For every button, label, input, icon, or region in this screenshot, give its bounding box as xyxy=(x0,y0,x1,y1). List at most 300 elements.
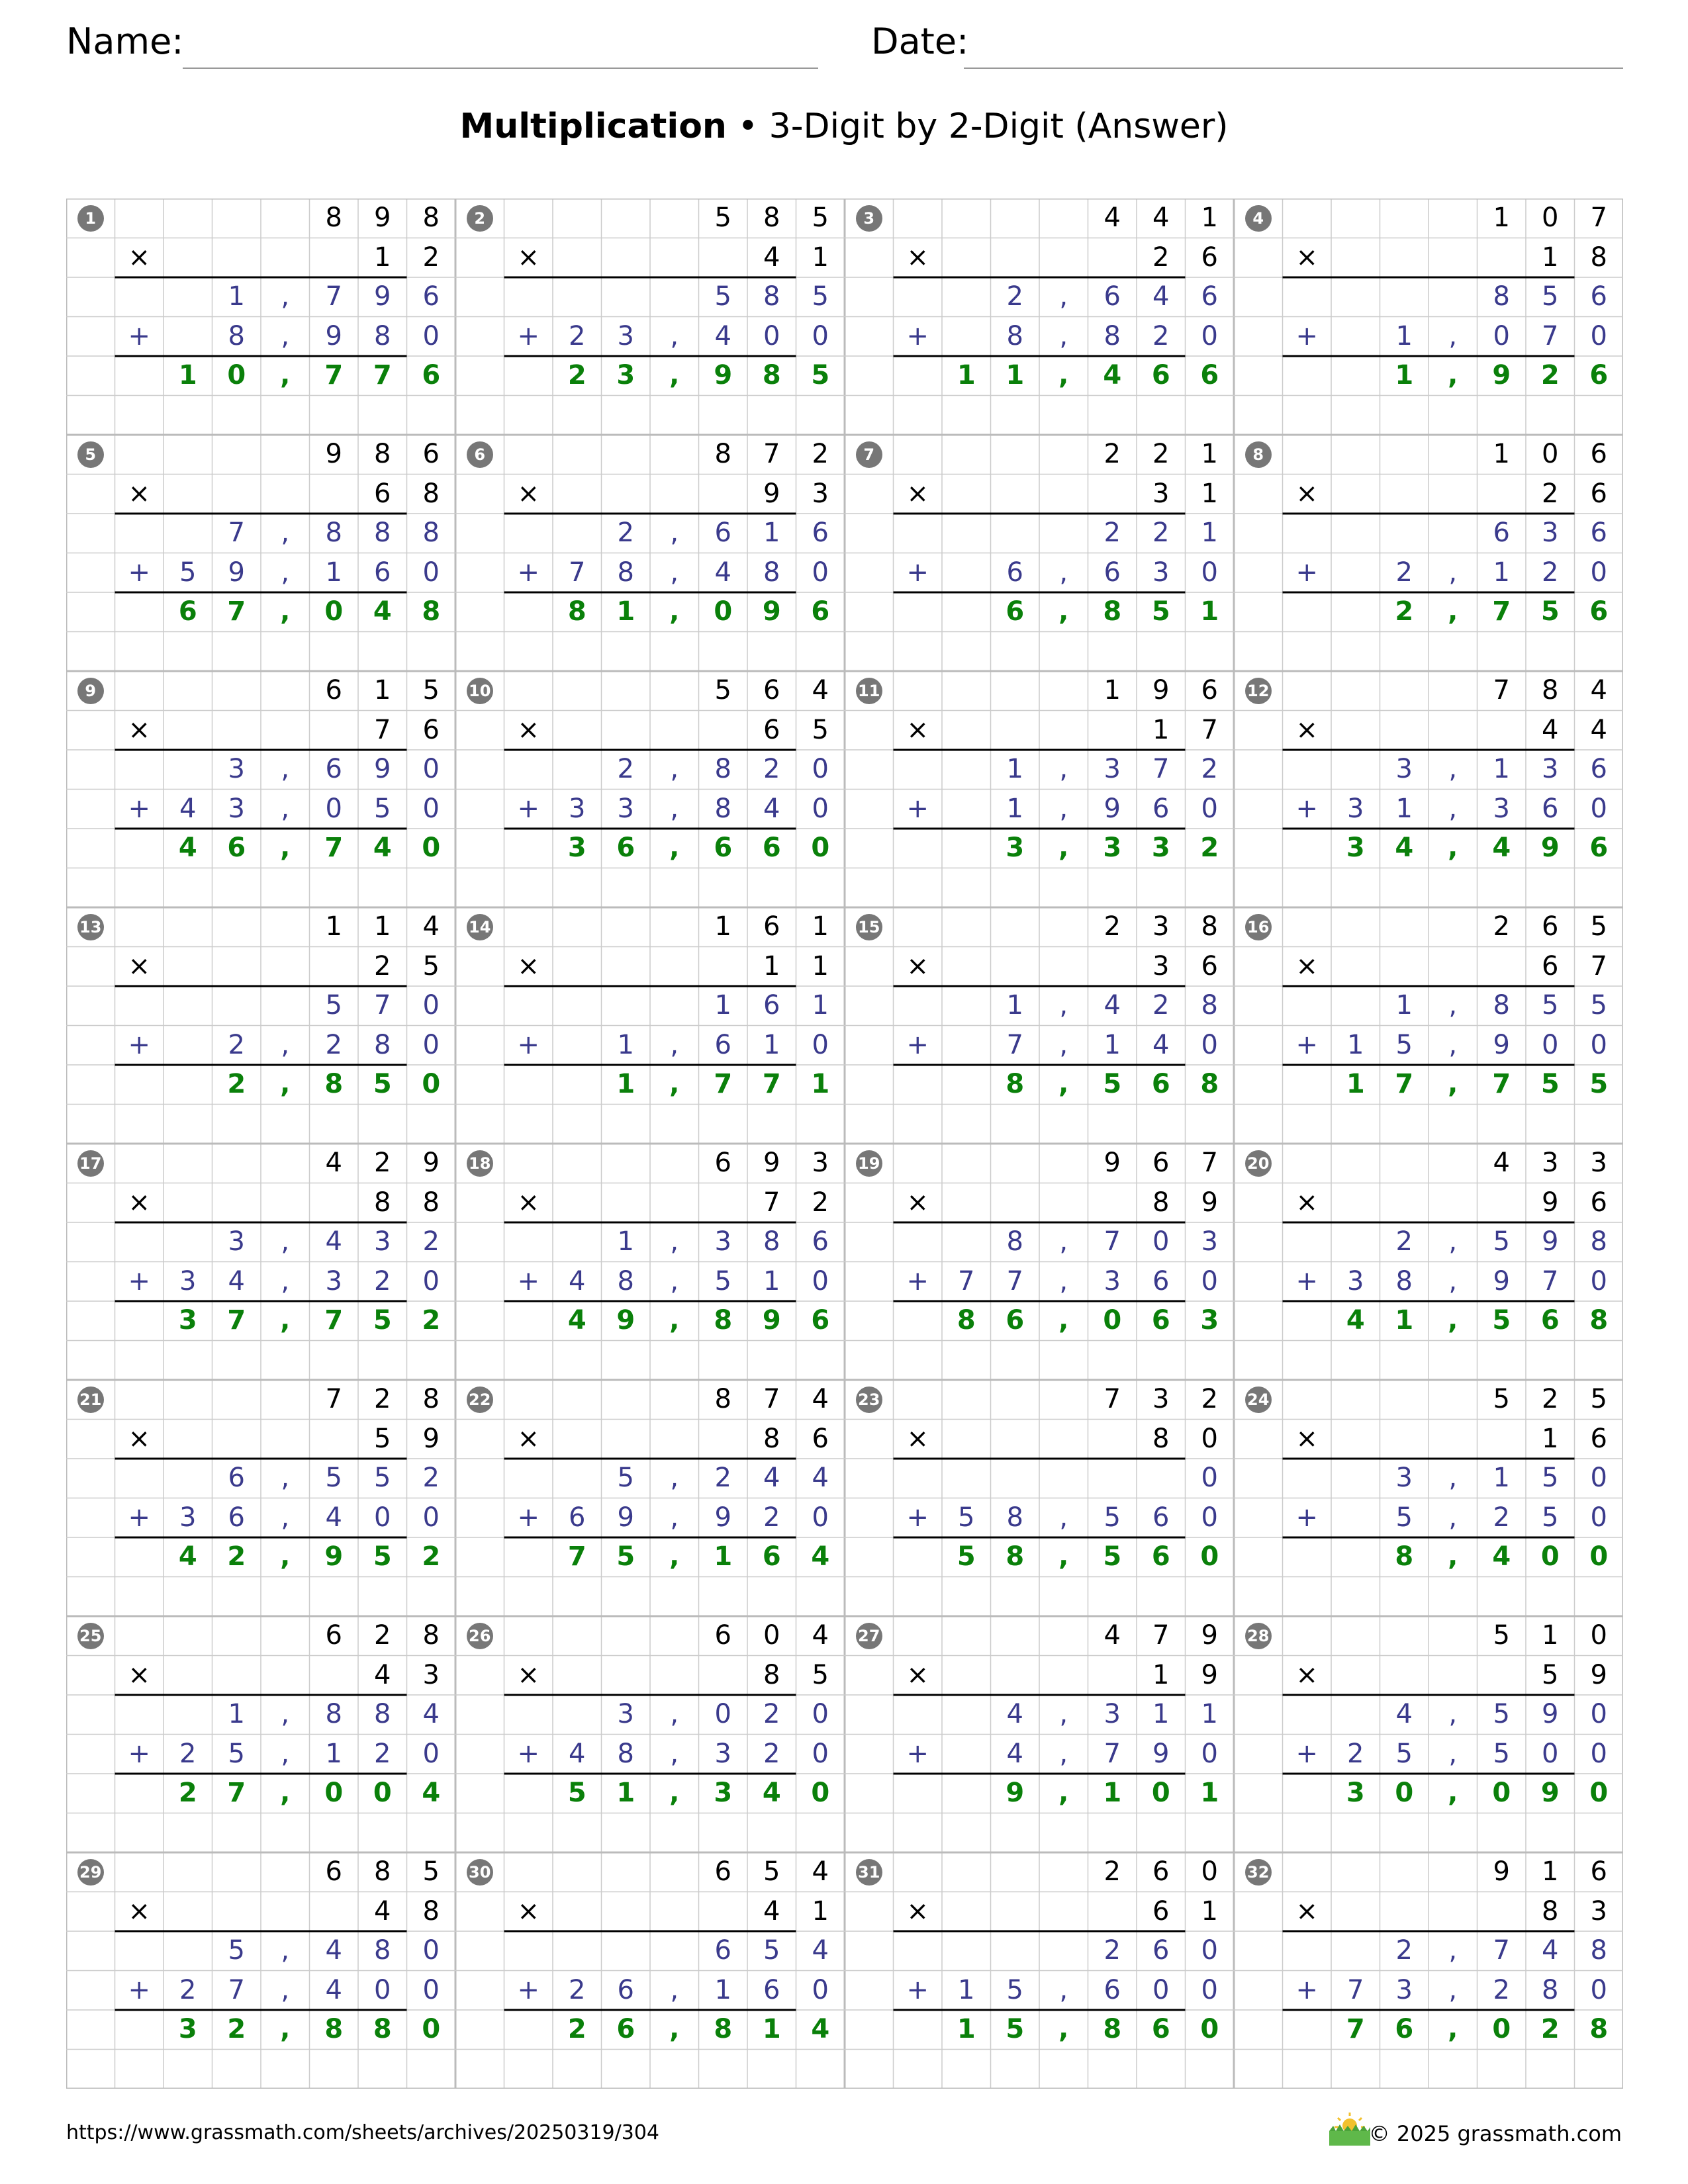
partial-product-digit: 1 xyxy=(325,1738,342,1769)
answer-digit: 5 xyxy=(616,1541,635,1572)
partial-product-digit: 4 xyxy=(569,1265,586,1297)
multiplicand-digit: 8 xyxy=(422,1620,440,1651)
partial-product-digit: 9 xyxy=(1103,793,1121,824)
multiplier-digit: 1 xyxy=(812,1895,829,1927)
answer-digit: 6 xyxy=(811,1305,830,1336)
answer-digit: 3 xyxy=(1103,833,1122,863)
partial-product-digit: , xyxy=(670,557,679,588)
partial-product-digit: 8 xyxy=(714,793,731,824)
partial-product-digit: , xyxy=(281,754,290,784)
problem-number-badge: 17 xyxy=(77,1150,104,1177)
answer-digit: 6 xyxy=(1540,1305,1560,1336)
partial-product-digit: , xyxy=(281,557,290,588)
multiplicand-digit: 8 xyxy=(422,203,440,233)
name-label: Name: xyxy=(66,21,184,62)
answer-digit: 7 xyxy=(227,596,246,627)
partial-product-digit: 2 xyxy=(569,320,586,351)
partial-product-digit: 6 xyxy=(1152,1265,1170,1297)
partial-product-digit: 7 xyxy=(1347,1974,1364,2005)
partial-product-digit: 7 xyxy=(228,518,245,548)
partial-product-digit: , xyxy=(670,793,679,824)
partial-product-digit: 6 xyxy=(714,1935,731,1966)
answer-digit: 7 xyxy=(1492,1069,1511,1099)
partial-product-digit: 8 xyxy=(325,518,342,548)
problem-number-badge: 13 xyxy=(77,914,104,940)
multiplicand-digit: 6 xyxy=(763,911,780,942)
partial-product-digit: 4 xyxy=(1006,1699,1023,1729)
multiplicand-digit: 5 xyxy=(714,675,731,705)
multiplicand-digit: 7 xyxy=(1152,1620,1170,1651)
multiplicand-digit: 5 xyxy=(422,675,440,705)
plus-sign: + xyxy=(1295,320,1318,351)
plus-sign: + xyxy=(906,1265,929,1297)
multiplicand-digit: 6 xyxy=(714,1856,731,1887)
partial-product-digit: 6 xyxy=(763,990,780,1021)
partial-product-digit: 8 xyxy=(1590,1935,1607,1966)
answer-digit: , xyxy=(669,360,680,390)
multiplicand-digit: 2 xyxy=(1103,1856,1121,1887)
partial-product-digit: 8 xyxy=(228,320,245,351)
multiplier-digit: 1 xyxy=(1542,1423,1559,1454)
times-sign: × xyxy=(906,478,929,509)
partial-product-digit: 6 xyxy=(1493,518,1510,548)
multiplicand-digit: 6 xyxy=(325,675,342,705)
partial-product-digit: 9 xyxy=(1542,1699,1559,1729)
partial-product-digit: 8 xyxy=(374,1029,391,1060)
answer-digit: 6 xyxy=(1589,833,1609,863)
partial-product-digit: 1 xyxy=(1395,320,1413,351)
partial-product-digit: 1 xyxy=(1493,557,1510,588)
partial-product-digit: 1 xyxy=(1395,793,1413,824)
answer-digit: 6 xyxy=(1006,596,1025,627)
multiplicand-digit: 8 xyxy=(763,203,780,233)
multiplier-digit: 6 xyxy=(422,714,440,745)
partial-product-digit: 2 xyxy=(179,1974,197,2005)
answer-digit: 4 xyxy=(1492,1541,1511,1572)
answer-digit: 3 xyxy=(616,360,635,390)
plus-sign: + xyxy=(1295,1738,1318,1769)
partial-product-digit: 6 xyxy=(1590,754,1607,784)
multiplicand-digit: 1 xyxy=(1201,203,1218,233)
times-sign: × xyxy=(128,242,150,273)
times-sign: × xyxy=(906,1895,929,1927)
multiplier-digit: 6 xyxy=(1201,242,1218,273)
partial-product-digit: 0 xyxy=(1590,1738,1607,1769)
answer-digit: 0 xyxy=(422,833,441,863)
partial-product-digit: 0 xyxy=(1590,1699,1607,1729)
name-field-line[interactable] xyxy=(183,68,818,69)
answer-digit: 4 xyxy=(1492,833,1511,863)
answer-digit: 0 xyxy=(422,2014,441,2044)
partial-product-digit: 0 xyxy=(422,1029,440,1060)
times-sign: × xyxy=(906,1187,929,1218)
partial-product-digit: 4 xyxy=(179,793,197,824)
problem-number-badge: 10 xyxy=(467,678,493,704)
partial-product-digit: , xyxy=(1448,1029,1458,1060)
multiplier-digit: 6 xyxy=(1590,1187,1607,1218)
times-sign: × xyxy=(517,478,539,509)
partial-product-digit: 6 xyxy=(1152,1502,1170,1533)
answer-digit: 0 xyxy=(1395,1778,1414,1808)
multiplier-digit: 4 xyxy=(1590,714,1607,745)
times-sign: × xyxy=(517,1187,539,1218)
partial-product-digit: 0 xyxy=(812,1502,829,1533)
answer-digit: 6 xyxy=(616,2014,635,2044)
partial-product-digit: 4 xyxy=(325,1502,342,1533)
partial-product-digit: 0 xyxy=(1201,1935,1218,1966)
answer-digit: 5 xyxy=(1492,1305,1511,1336)
problem-number-badge: 4 xyxy=(1245,205,1272,232)
answer-digit: 8 xyxy=(957,1305,976,1336)
partial-product-digit: 4 xyxy=(714,557,731,588)
answer-digit: 2 xyxy=(227,1069,246,1099)
partial-product-digit: 0 xyxy=(422,1265,440,1297)
problem-number-badge: 5 xyxy=(77,441,104,468)
partial-product-digit: 9 xyxy=(1152,1738,1170,1769)
partial-product-digit: , xyxy=(281,1226,290,1257)
multiplier-digit: 6 xyxy=(374,478,391,509)
partial-product-digit: 4 xyxy=(1152,281,1170,312)
partial-product-digit: 0 xyxy=(1201,1738,1218,1769)
problem-number-badge: 19 xyxy=(856,1150,882,1177)
partial-product-digit: 0 xyxy=(422,990,440,1021)
partial-product-digit: 0 xyxy=(1590,1029,1607,1060)
multiplier-digit: 8 xyxy=(1152,1423,1170,1454)
answer-digit: 5 xyxy=(373,1541,392,1572)
partial-product-digit: 4 xyxy=(714,320,731,351)
multiplicand-digit: 3 xyxy=(1542,1148,1559,1178)
partial-product-digit: 0 xyxy=(422,1974,440,2005)
partial-product-digit: 0 xyxy=(1201,1974,1218,2005)
partial-product-digit: 2 xyxy=(1347,1738,1364,1769)
times-sign: × xyxy=(517,950,539,981)
partial-product-digit: 6 xyxy=(617,1974,634,2005)
multiplier-digit: 1 xyxy=(1201,478,1218,509)
partial-product-digit: , xyxy=(281,320,290,351)
answer-digit: , xyxy=(1448,596,1458,627)
partial-product-digit: , xyxy=(670,754,679,784)
answer-digit: , xyxy=(669,1778,680,1808)
answer-digit: 8 xyxy=(762,360,781,390)
partial-product-digit: 0 xyxy=(422,1502,440,1533)
partial-product-digit: 9 xyxy=(1542,1226,1559,1257)
partial-product-digit: , xyxy=(1448,754,1458,784)
answer-digit: 3 xyxy=(178,1305,197,1336)
partial-product-digit: , xyxy=(1448,557,1458,588)
multiplicand-digit: 8 xyxy=(374,439,391,469)
answer-digit: 3 xyxy=(1151,833,1170,863)
answer-digit: 0 xyxy=(714,596,733,627)
partial-product-digit: 4 xyxy=(325,1974,342,2005)
multiplicand-digit: 6 xyxy=(1542,911,1559,942)
partial-product-digit: 2 xyxy=(1103,518,1121,548)
answer-digit: 1 xyxy=(714,1541,733,1572)
partial-product-digit: 3 xyxy=(228,793,245,824)
answer-digit: 9 xyxy=(616,1305,635,1336)
answer-digit: , xyxy=(1058,1305,1069,1336)
partial-product-digit: 6 xyxy=(1152,1935,1170,1966)
plus-sign: + xyxy=(1295,1502,1318,1533)
plus-sign: + xyxy=(906,1974,929,2005)
times-sign: × xyxy=(906,242,929,273)
date-field-line[interactable] xyxy=(964,68,1623,69)
times-sign: × xyxy=(1295,950,1318,981)
answer-digit: 3 xyxy=(1346,833,1365,863)
answer-digit: 6 xyxy=(762,1541,781,1572)
multiplier-digit: 9 xyxy=(1201,1187,1218,1218)
multiplicand-digit: 1 xyxy=(1493,439,1510,469)
answer-digit: , xyxy=(1448,360,1458,390)
answer-digit: 8 xyxy=(1589,2014,1609,2044)
answer-digit: 1 xyxy=(1346,1069,1365,1099)
partial-product-digit: 6 xyxy=(812,518,829,548)
partial-product-digit: 1 xyxy=(1201,1699,1218,1729)
partial-product-digit: 2 xyxy=(1395,1935,1413,1966)
answer-digit: 4 xyxy=(178,1541,197,1572)
answer-digit: , xyxy=(280,2014,291,2044)
multiplicand-digit: 9 xyxy=(1493,1856,1510,1887)
answer-digit: 5 xyxy=(1540,1069,1560,1099)
answer-digit: , xyxy=(280,1069,291,1099)
plus-sign: + xyxy=(128,1265,150,1297)
answer-digit: 2 xyxy=(1540,2014,1560,2044)
partial-product-digit: 5 xyxy=(179,557,197,588)
multiplier-digit: 6 xyxy=(812,1423,829,1454)
partial-product-digit: 8 xyxy=(617,1738,634,1769)
multiplier-digit: 5 xyxy=(812,1659,829,1690)
partial-product-digit: , xyxy=(1059,990,1068,1021)
problem-number-badge: 3 xyxy=(856,205,882,232)
partial-product-digit: 5 xyxy=(1590,990,1607,1021)
plus-sign: + xyxy=(128,1029,150,1060)
partial-product-digit: 0 xyxy=(422,1935,440,1966)
plus-sign: + xyxy=(517,320,539,351)
multiplier-digit: 2 xyxy=(1152,242,1170,273)
plus-sign: + xyxy=(128,557,150,588)
answer-digit: 5 xyxy=(1540,596,1560,627)
partial-product-digit: 3 xyxy=(1347,793,1364,824)
partial-product-digit: 3 xyxy=(1201,1226,1218,1257)
multiplier-digit: 6 xyxy=(763,714,780,745)
partial-product-digit: 8 xyxy=(374,320,391,351)
multiplier-digit: 6 xyxy=(1201,950,1218,981)
answer-digit: , xyxy=(1058,1778,1069,1808)
multiplier-digit: 2 xyxy=(422,242,440,273)
multiplier-digit: 8 xyxy=(422,1895,440,1927)
partial-product-digit: , xyxy=(1059,557,1068,588)
partial-product-digit: 8 xyxy=(763,557,780,588)
multiplicand-digit: 7 xyxy=(1493,675,1510,705)
partial-product-digit: 5 xyxy=(1493,1226,1510,1257)
answer-digit: 5 xyxy=(811,360,830,390)
multiplier-digit: 8 xyxy=(1542,1895,1559,1927)
partial-product-digit: 1 xyxy=(1201,518,1218,548)
answer-digit: 7 xyxy=(373,360,392,390)
multiplier-digit: 9 xyxy=(1590,1659,1607,1690)
multiplier-digit: 1 xyxy=(1152,714,1170,745)
answer-digit: 2 xyxy=(422,1541,441,1572)
partial-product-digit: 8 xyxy=(1542,1974,1559,2005)
multiplicand-digit: 4 xyxy=(812,1856,829,1887)
partial-product-digit: 6 xyxy=(1152,793,1170,824)
plus-sign: + xyxy=(1295,1029,1318,1060)
partial-product-digit: , xyxy=(1059,281,1068,312)
plus-sign: + xyxy=(517,1738,539,1769)
problem-number-badge: 26 xyxy=(467,1623,493,1649)
partial-product-digit: 1 xyxy=(228,281,245,312)
answer-digit: 4 xyxy=(762,1778,781,1808)
multiplicand-digit: 8 xyxy=(1542,675,1559,705)
partial-product-digit: 8 xyxy=(374,518,391,548)
answer-digit: , xyxy=(280,1541,291,1572)
problem-number-badge: 7 xyxy=(856,441,882,468)
partial-product-digit: 2 xyxy=(1493,1502,1510,1533)
partial-product-digit: 0 xyxy=(1590,557,1607,588)
partial-product-digit: 4 xyxy=(1542,1935,1559,1966)
multiplicand-digit: 3 xyxy=(1152,1384,1170,1414)
answer-digit: 3 xyxy=(567,833,586,863)
answer-digit: 7 xyxy=(1346,2014,1365,2044)
partial-product-digit: , xyxy=(1448,320,1458,351)
answer-digit: 7 xyxy=(714,1069,733,1099)
answer-digit: 4 xyxy=(1346,1305,1365,1336)
times-sign: × xyxy=(128,1187,150,1218)
partial-product-digit: 9 xyxy=(374,754,391,784)
multiplier-digit: 1 xyxy=(1152,1659,1170,1690)
partial-product-digit: 1 xyxy=(1006,990,1023,1021)
plus-sign: + xyxy=(128,320,150,351)
partial-product-digit: 8 xyxy=(1006,1226,1023,1257)
multiplicand-digit: 4 xyxy=(1103,1620,1121,1651)
partial-product-digit: 5 xyxy=(714,1265,731,1297)
answer-digit: 7 xyxy=(227,1305,246,1336)
multiplier-digit: 3 xyxy=(1152,478,1170,509)
answer-digit: 1 xyxy=(1006,360,1025,390)
answer-digit: 5 xyxy=(1589,1069,1609,1099)
multiplicand-digit: 6 xyxy=(1201,675,1218,705)
answer-digit: 2 xyxy=(422,1305,441,1336)
multiplicand-digit: 7 xyxy=(325,1384,342,1414)
partial-product-digit: 7 xyxy=(1006,1265,1023,1297)
answer-digit: 5 xyxy=(957,1541,976,1572)
partial-product-digit: 1 xyxy=(763,1029,780,1060)
partial-product-digit: 1 xyxy=(617,1029,634,1060)
partial-product-digit: 8 xyxy=(422,518,440,548)
multiplier-digit: 2 xyxy=(1542,478,1559,509)
multiplier-digit: 5 xyxy=(422,950,440,981)
partial-product-digit: 6 xyxy=(1542,793,1559,824)
partial-product-digit: 0 xyxy=(763,320,780,351)
partial-product-digit: 4 xyxy=(325,1935,342,1966)
partial-product-digit: 3 xyxy=(714,1738,731,1769)
answer-digit: 5 xyxy=(373,1305,392,1336)
answer-digit: 4 xyxy=(373,596,392,627)
problem-number-badge: 32 xyxy=(1245,1859,1272,1886)
answer-digit: 9 xyxy=(1492,360,1511,390)
answer-digit: 1 xyxy=(957,360,976,390)
multiplier-digit: 4 xyxy=(374,1895,391,1927)
answer-digit: 6 xyxy=(1151,1305,1170,1336)
plus-sign: + xyxy=(906,320,929,351)
partial-product-digit: 1 xyxy=(1347,1029,1364,1060)
sun-over-grass-logo-icon xyxy=(1327,2110,1373,2147)
partial-product-digit: 0 xyxy=(1201,320,1218,351)
partial-product-digit: 2 xyxy=(763,1502,780,1533)
answer-digit: 8 xyxy=(324,2014,344,2044)
partial-product-digit: 5 xyxy=(1006,1974,1023,2005)
partial-product-digit: 8 xyxy=(1006,1502,1023,1533)
multiplicand-digit: 3 xyxy=(1152,911,1170,942)
partial-product-digit: 5 xyxy=(812,281,829,312)
partial-product-digit: , xyxy=(670,1974,679,2005)
multiplicand-digit: 6 xyxy=(422,439,440,469)
partial-product-digit: 0 xyxy=(812,754,829,784)
times-sign: × xyxy=(1295,714,1318,745)
answer-digit: 5 xyxy=(1103,1541,1122,1572)
times-sign: × xyxy=(906,714,929,745)
partial-product-digit: 0 xyxy=(422,1738,440,1769)
answer-digit: 6 xyxy=(1151,360,1170,390)
multiplicand-digit: 9 xyxy=(1152,675,1170,705)
multiplicand-digit: 2 xyxy=(1542,1384,1559,1414)
plus-sign: + xyxy=(906,1738,929,1769)
partial-product-digit: , xyxy=(1448,1463,1458,1493)
multiplicand-digit: 4 xyxy=(812,1620,829,1651)
answer-digit: 6 xyxy=(1006,1305,1025,1336)
partial-product-digit: 4 xyxy=(763,793,780,824)
answer-digit: 5 xyxy=(1006,2014,1025,2044)
partial-product-digit: 9 xyxy=(325,320,342,351)
plus-sign: + xyxy=(128,1502,150,1533)
partial-product-digit: , xyxy=(670,1226,679,1257)
answer-digit: 7 xyxy=(324,833,344,863)
answer-digit: 0 xyxy=(324,596,344,627)
partial-product-digit: , xyxy=(1059,1699,1068,1729)
partial-product-digit: 2 xyxy=(422,1463,440,1493)
answer-digit: 6 xyxy=(1151,1541,1170,1572)
partial-product-digit: 1 xyxy=(1493,754,1510,784)
multiplier-digit: 1 xyxy=(374,242,391,273)
multiplier-digit: 2 xyxy=(374,950,391,981)
partial-product-digit: 6 xyxy=(714,1029,731,1060)
partial-product-digit: 0 xyxy=(1590,793,1607,824)
answer-digit: 2 xyxy=(1200,833,1219,863)
partial-product-digit: 8 xyxy=(374,1935,391,1966)
multiplicand-digit: 4 xyxy=(1103,203,1121,233)
multiplicand-digit: 7 xyxy=(1103,1384,1121,1414)
answer-digit: 1 xyxy=(762,2014,781,2044)
partial-product-digit: 0 xyxy=(1201,1463,1218,1493)
partial-product-digit: 0 xyxy=(812,1974,829,2005)
answer-digit: , xyxy=(669,833,680,863)
answer-digit: , xyxy=(1448,1305,1458,1336)
answer-digit: 4 xyxy=(1395,833,1414,863)
times-sign: × xyxy=(1295,1895,1318,1927)
partial-product-digit: 0 xyxy=(422,793,440,824)
partial-product-digit: 4 xyxy=(569,1738,586,1769)
partial-product-digit: , xyxy=(1448,1935,1458,1966)
partial-product-digit: 2 xyxy=(763,1699,780,1729)
partial-product-digit: 3 xyxy=(617,320,634,351)
answer-digit: 0 xyxy=(811,1778,830,1808)
partial-product-digit: 7 xyxy=(1103,1226,1121,1257)
multiplicand-digit: 4 xyxy=(812,1384,829,1414)
answer-digit: 1 xyxy=(957,2014,976,2044)
multiplicand-digit: 6 xyxy=(1590,1856,1607,1887)
answer-digit: , xyxy=(280,596,291,627)
answer-digit: , xyxy=(1448,1069,1458,1099)
answer-digit: , xyxy=(1058,1069,1069,1099)
